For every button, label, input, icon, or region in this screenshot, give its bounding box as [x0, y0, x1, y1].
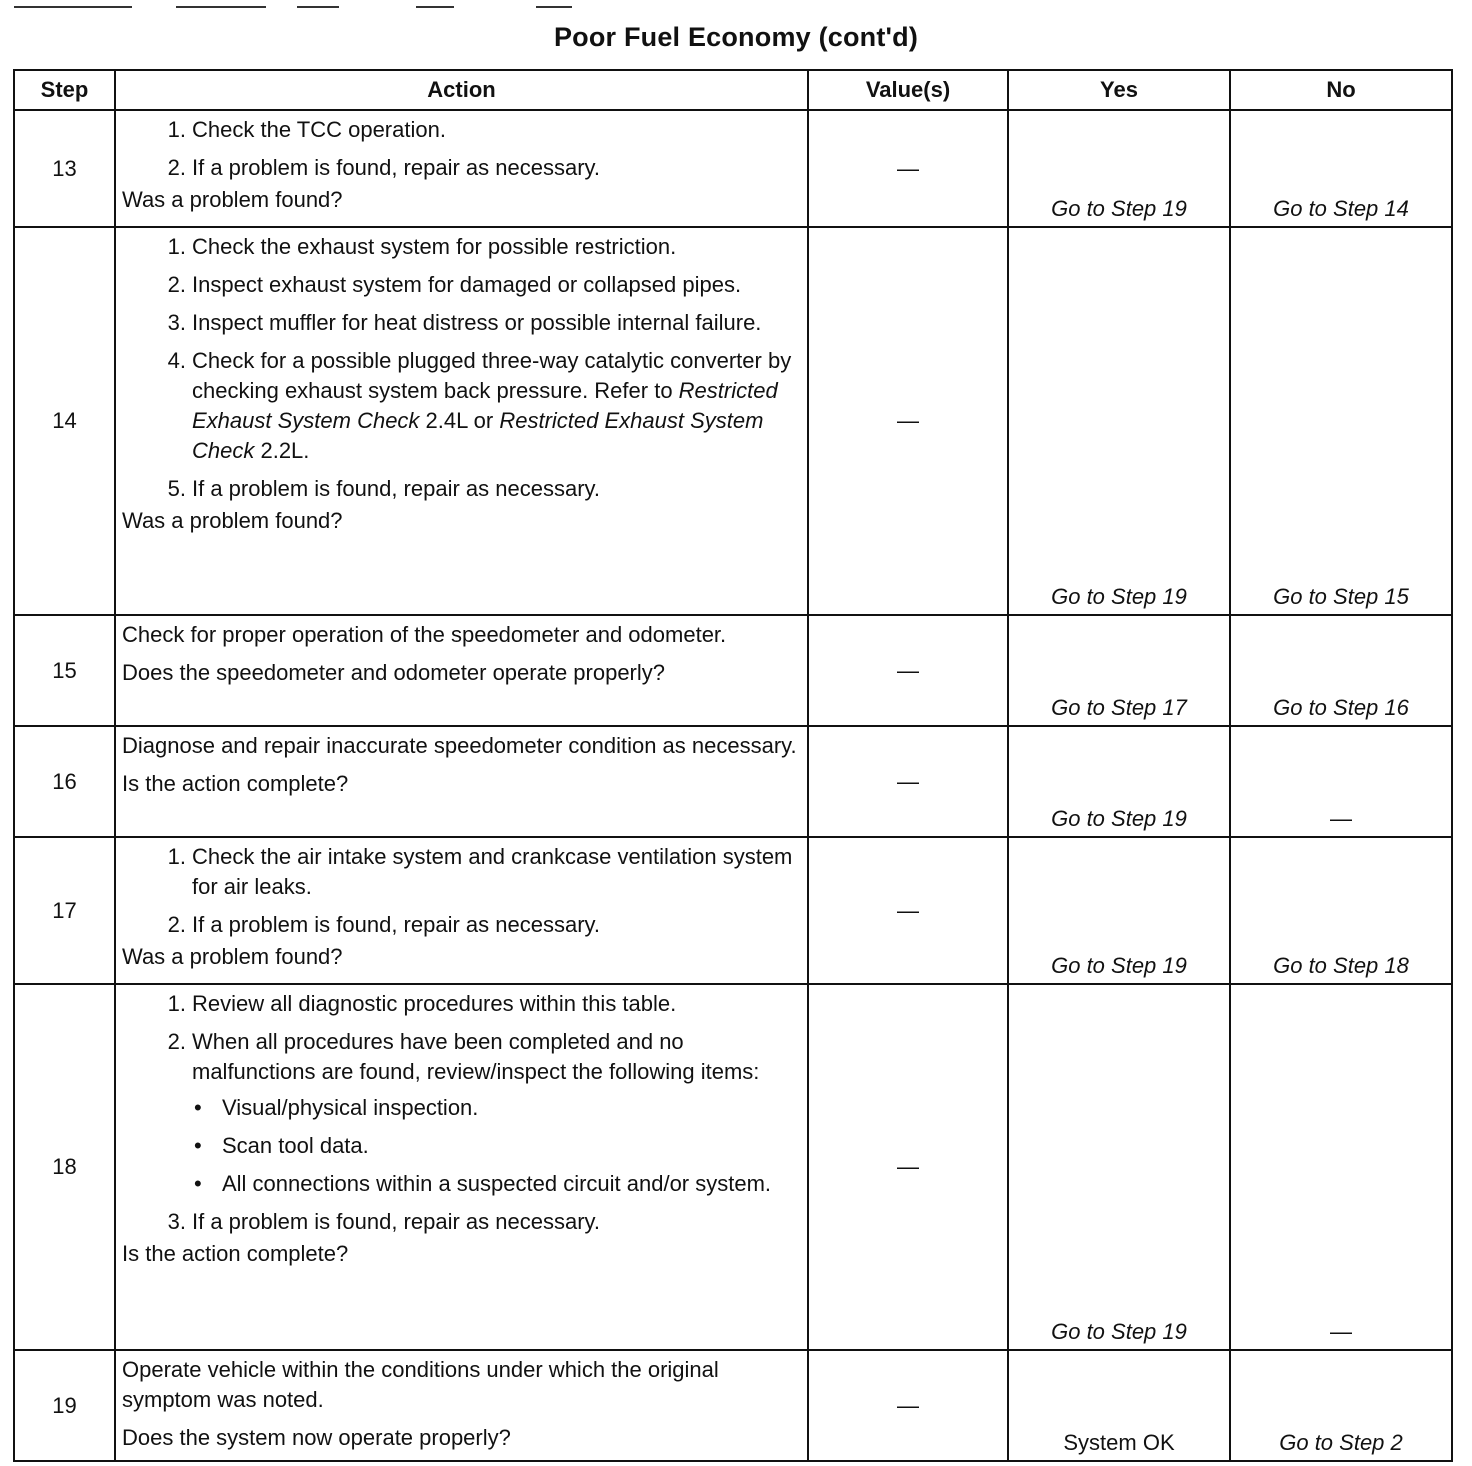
list-item: 2. If a problem is found, repair as necessary. [167, 912, 601, 937]
value-cell: — [808, 1350, 1008, 1461]
yes-cell: Go to Step 19 [1008, 984, 1230, 1350]
list-item: 1. Check the TCC operation. [167, 117, 446, 142]
table-row [14, 227, 1452, 615]
action-cell [115, 726, 808, 837]
action-text: Diagnose and repair inaccurate speedometer condition as necessary. [122, 733, 797, 758]
step-number: 17 [14, 837, 115, 984]
header-row [14, 70, 1452, 110]
value-cell: — [808, 227, 1008, 615]
action-cell [115, 227, 808, 615]
step-number: 15 [14, 615, 115, 726]
step-number: 14 [14, 227, 115, 615]
action-question: Is the action complete? [122, 1241, 349, 1266]
action-cell [115, 615, 808, 726]
list-item: 1. Review all diagnostic procedures within this table. [167, 991, 677, 1016]
action-cell [115, 837, 808, 984]
no-cell: Go to Step 15 [1230, 227, 1452, 615]
no-cell: Go to Step 14 [1230, 110, 1452, 227]
action-question: Was a problem found? [122, 187, 343, 212]
bullet-item: • All connections within a suspected circuit and/or system. [194, 1171, 772, 1196]
step-number: 13 [14, 110, 115, 227]
list-item: 4. Check for a possible plugged three-way catalytic converter by checking exhaust system back pressure. Refer to Restricted Exhaust System Check 2.4L or Restricted Exhaust System Check 2.2L. [167, 348, 792, 463]
header-action: Action [115, 70, 808, 110]
yes-cell: Go to Step 19 [1008, 110, 1230, 227]
table-row [14, 1350, 1452, 1461]
yes-cell: Go to Step 17 [1008, 615, 1230, 726]
yes-cell: Go to Step 19 [1008, 227, 1230, 615]
value-cell: — [808, 615, 1008, 726]
no-cell: Go to Step 16 [1230, 615, 1452, 726]
list-item: 2. If a problem is found, repair as necessary. [167, 155, 601, 180]
diagnostic-table [13, 69, 1453, 1462]
action-question: Is the action complete? [122, 771, 349, 796]
bullet-list [192, 1093, 801, 1199]
no-cell: Go to Step 2 [1230, 1350, 1452, 1461]
top-rule-fragments [14, 6, 1450, 10]
action-question: Was a problem found? [122, 508, 343, 533]
action-list [122, 232, 801, 504]
list-item: 5. If a problem is found, repair as necessary. [167, 476, 601, 501]
list-item: 1. Check the exhaust system for possible restriction. [167, 234, 677, 259]
action-question: Does the speedometer and odometer operate properly? [122, 660, 666, 685]
action-list [122, 842, 801, 940]
list-item: 3. Inspect muffler for heat distress or possible internal failure. [167, 310, 762, 335]
action-text: Operate vehicle within the conditions under which the original symptom was noted. [122, 1357, 719, 1412]
action-cell [115, 110, 808, 227]
value-cell: — [808, 726, 1008, 837]
header-values: Value(s) [808, 70, 1008, 110]
bullet-item: • Scan tool data. [194, 1133, 369, 1158]
list-item: 2. When all procedures have been completed and no malfunctions are found, review/inspect the following items: • Visual/physical inspection. • Scan tool data. • All connections within a suspected circuit and/or system. [152, 1027, 801, 1199]
list-item: 2. Inspect exhaust system for damaged or collapsed pipes. [167, 272, 742, 297]
header-yes: Yes [1008, 70, 1230, 110]
list-item: 1. Check the air intake system and crankcase ventilation system for air leaks. [167, 844, 793, 899]
table-row [14, 726, 1452, 837]
action-question: Was a problem found? [122, 944, 343, 969]
header-no: No [1230, 70, 1452, 110]
action-cell [115, 984, 808, 1350]
reference-link-text: Restricted Exhaust System Check [192, 378, 778, 433]
step-number: 16 [14, 726, 115, 837]
table-row [14, 110, 1452, 227]
reference-link-text: Restricted Exhaust System Check [192, 408, 764, 463]
action-text: Check for proper operation of the speedometer and odometer. [122, 622, 727, 647]
page-title: Poor Fuel Economy (cont'd) [553, 22, 919, 52]
action-list [122, 115, 801, 183]
header-step: Step [14, 70, 115, 110]
yes-cell: Go to Step 19 [1008, 837, 1230, 984]
table-row [14, 615, 1452, 726]
table-row [14, 837, 1452, 984]
table-row [14, 984, 1452, 1350]
no-cell: — [1230, 726, 1452, 837]
value-cell: — [808, 837, 1008, 984]
no-cell: — [1230, 984, 1452, 1350]
yes-cell: Go to Step 19 [1008, 726, 1230, 837]
no-cell: Go to Step 18 [1230, 837, 1452, 984]
yes-cell: System OK [1008, 1350, 1230, 1461]
step-number: 18 [14, 984, 115, 1350]
value-cell: — [808, 110, 1008, 227]
bullet-item: • Visual/physical inspection. [194, 1095, 479, 1120]
action-list [122, 989, 801, 1237]
step-number: 19 [14, 1350, 115, 1461]
action-question: Does the system now operate properly? [122, 1425, 511, 1450]
list-item: 3. If a problem is found, repair as necessary. [167, 1209, 601, 1234]
action-cell [115, 1350, 808, 1461]
value-cell: — [808, 984, 1008, 1350]
